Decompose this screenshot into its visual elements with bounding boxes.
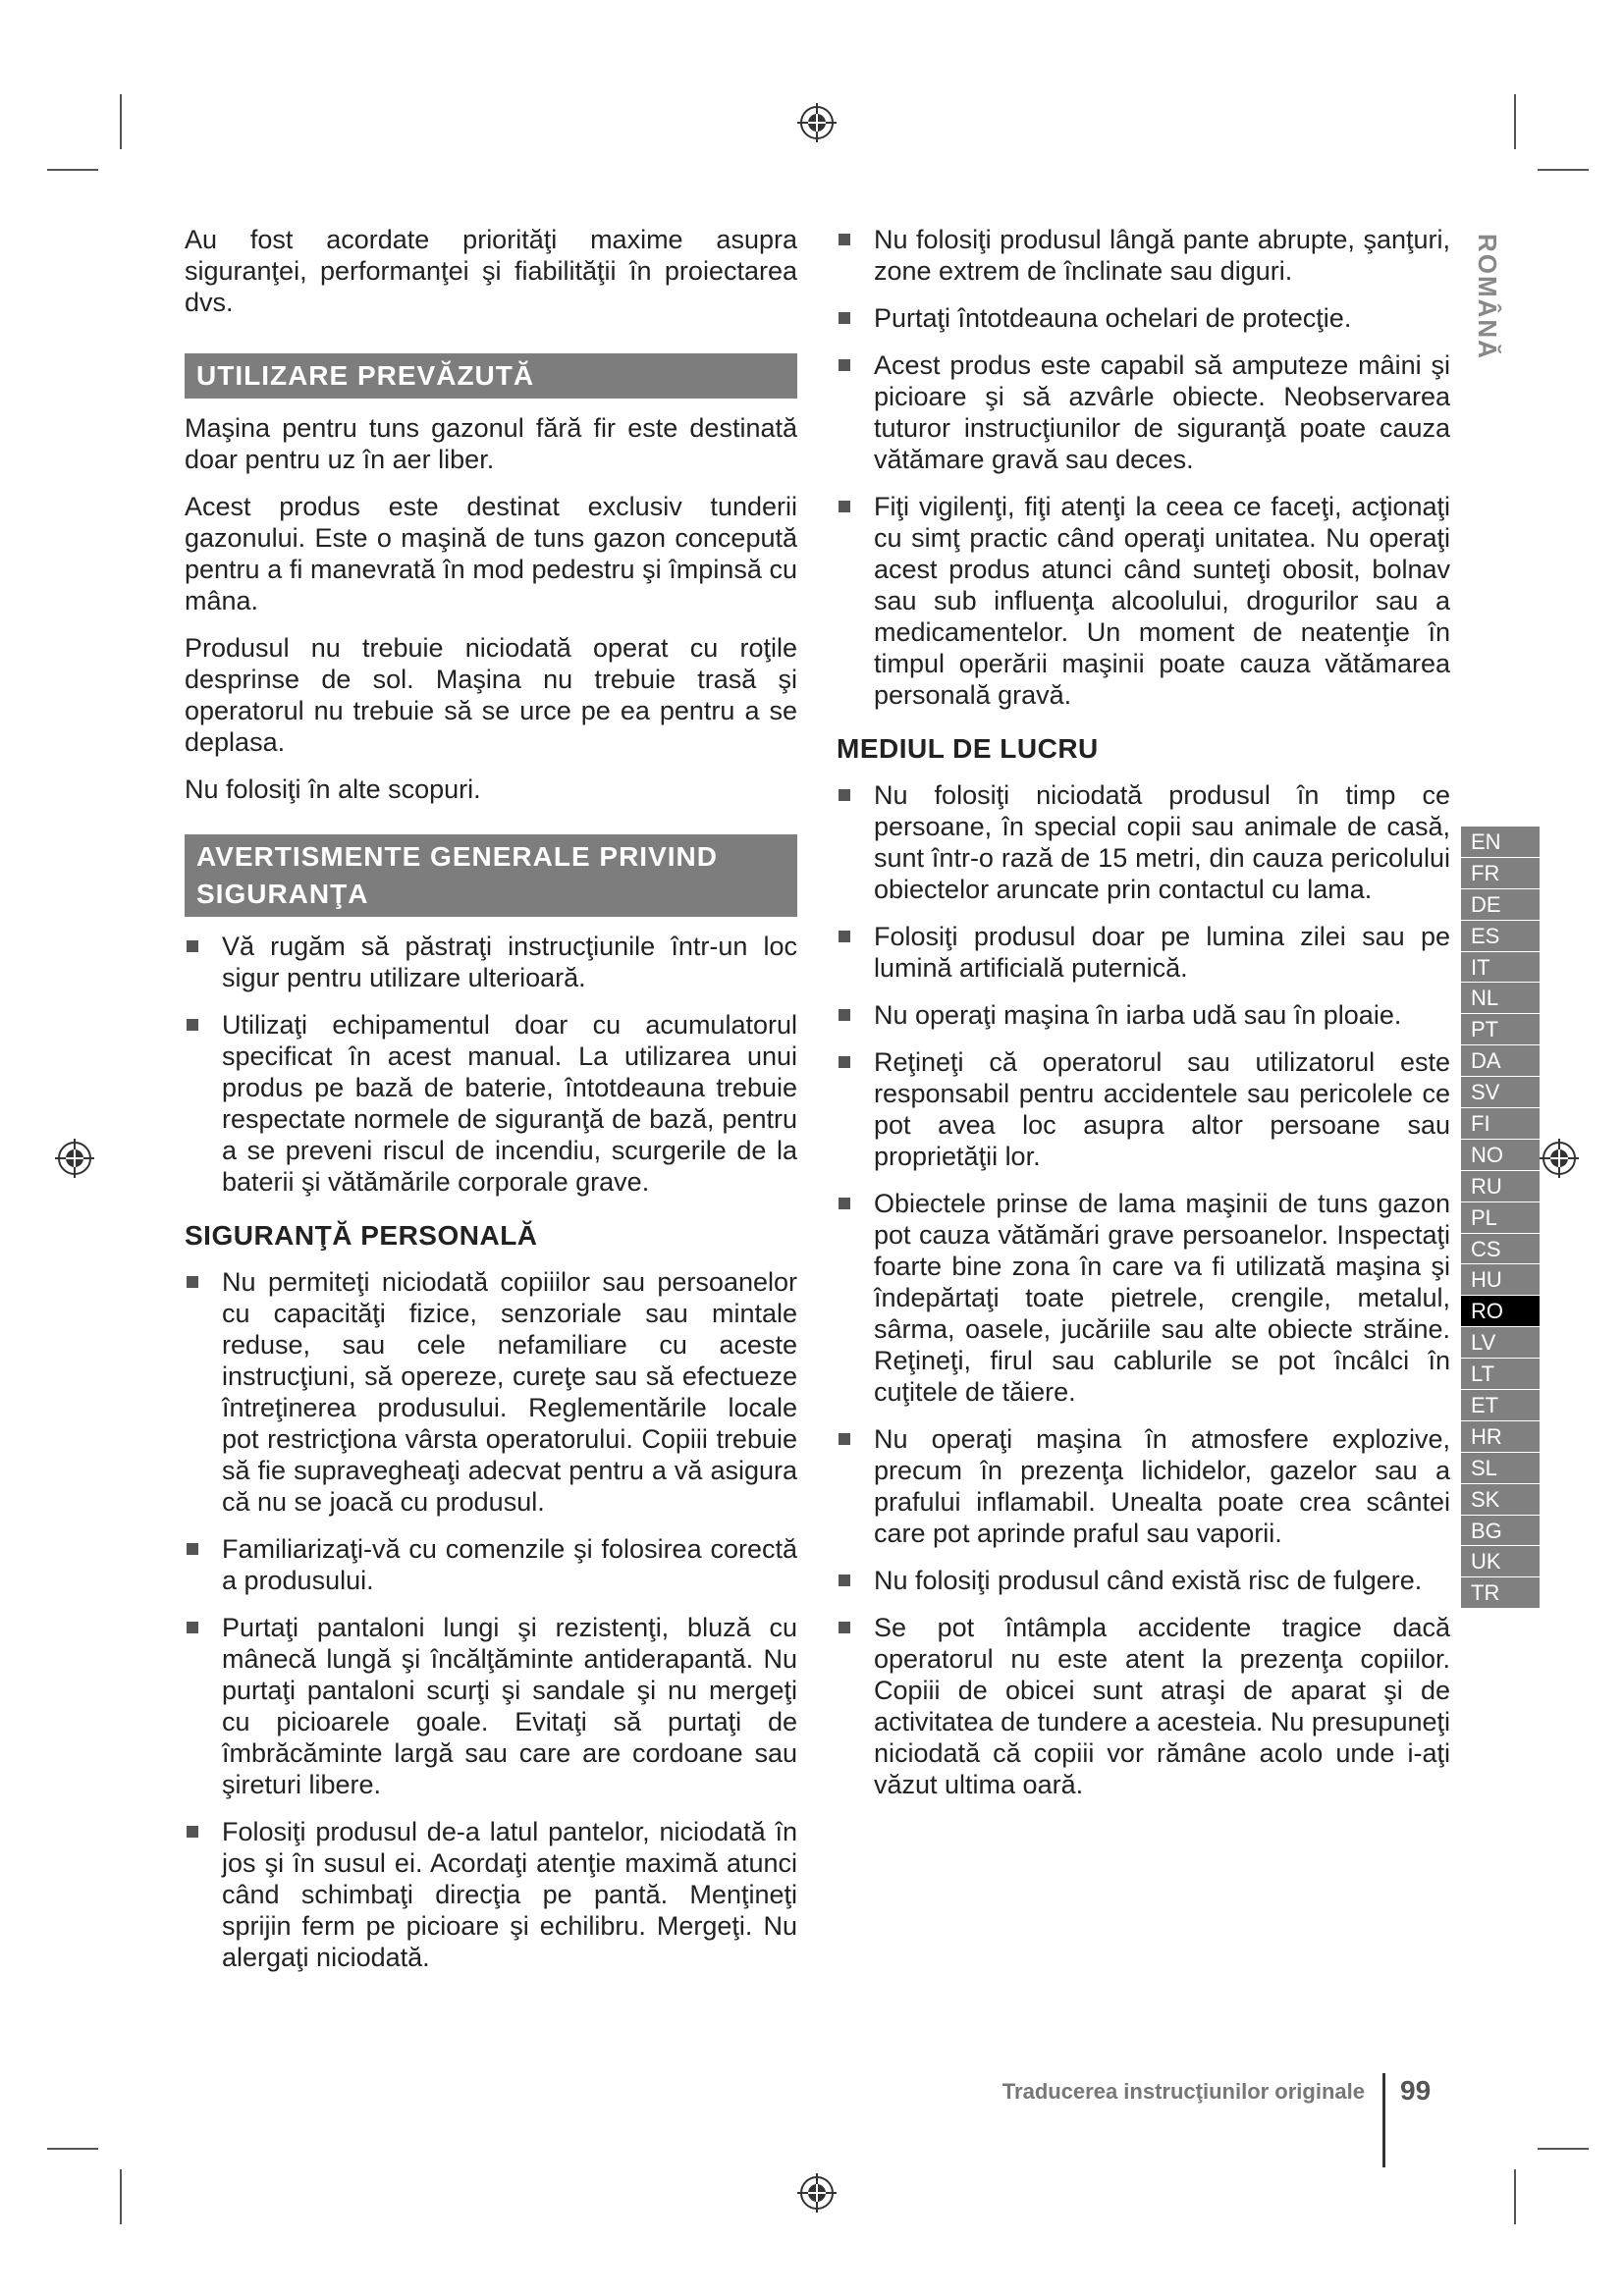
crop-mark <box>47 169 98 171</box>
list-item <box>837 224 1450 287</box>
list-item <box>837 1188 1450 1408</box>
language-tab-pl[interactable] <box>1461 1202 1540 1234</box>
list-item-text: Folosiţi produsul doar pe lumina zilei sau pe lumină artificială puternică. <box>874 922 1450 983</box>
language-tab-label: RU <box>1471 1173 1502 1199</box>
language-tab-lt[interactable] <box>1461 1359 1540 1390</box>
bullet-square-icon <box>839 931 850 942</box>
paragraph: Maşina pentru tuns gazonul fără fir este destinată doar pentru uz în aer liber. <box>185 413 797 474</box>
crop-mark <box>120 2169 122 2224</box>
language-tab-strip <box>1461 827 1540 1609</box>
language-tab-label: IT <box>1471 954 1490 980</box>
list-item-text: Se pot întâmpla accidente tragice dacă operatorul nu este atent la prezenţa copiilor. Copiii de obicei sunt atraşi de aparat şi de activitatea de tundere a acesteia. Nu presupuneţi niciodată că copiii vor rămâne acolo unde i-aţi văzut ultima oară. <box>874 1613 1450 1799</box>
bullet-square-icon <box>187 1543 198 1555</box>
language-tab-es[interactable] <box>1461 921 1540 952</box>
bullet-square-icon <box>839 1198 850 1209</box>
language-tab-tr[interactable] <box>1461 1577 1540 1609</box>
language-tab-ro[interactable] <box>1461 1296 1540 1327</box>
footer-caption: Traducerea instrucţiunilor originale <box>1001 2079 1365 2104</box>
bullet-square-icon <box>839 1009 850 1021</box>
language-tab-label: FR <box>1471 860 1500 885</box>
language-tab-label: EN <box>1471 829 1501 854</box>
language-tab-fi[interactable] <box>1461 1108 1540 1140</box>
list-item-text: Purtaţi întotdeauna ochelari de protecţie. <box>874 303 1352 333</box>
bullet-square-icon <box>839 1575 850 1586</box>
list-item <box>837 1565 1450 1596</box>
footer-divider <box>1382 2073 1385 2167</box>
side-language-label <box>1473 234 1508 371</box>
language-tab-label: NL <box>1471 986 1499 1011</box>
language-tab-label: SV <box>1471 1080 1500 1105</box>
page-number: 99 <box>1400 2075 1432 2106</box>
language-tab-hr[interactable] <box>1461 1421 1540 1453</box>
list-item-text: Nu operaţi maşina în atmosfere explozive, precum în prezenţa lichidelor, gazelor sau a prafului inflamabil. Unealta poate crea scântei care pot aprinde praful sau vaporii. <box>874 1424 1450 1548</box>
language-tab-label: SL <box>1471 1455 1497 1480</box>
list-item-text: Utilizaţi echipamentul doar cu acumulatorul specificat în acest manual. La utilizarea unui produs pe bază de baterie, întotdeauna trebuie respectate normele de siguranţă de bază, pentru a se preveni riscul de incendiu, scurgerile de la baterii şi vătămările corporale grave. <box>222 1010 797 1197</box>
paragraph: Nu folosiţi în alte scopuri. <box>185 774 481 804</box>
language-tab-label: BG <box>1471 1518 1502 1543</box>
bullet-square-icon <box>839 359 850 371</box>
bullet-square-icon <box>839 234 850 245</box>
personal-safety-list <box>185 1266 797 1973</box>
registration-mark-icon <box>795 101 839 144</box>
bullet-square-icon <box>839 312 850 324</box>
language-tab-label: DE <box>1471 891 1501 917</box>
section-title-line: SIGURANŢA <box>196 879 369 909</box>
language-tab-lv[interactable] <box>1461 1327 1540 1359</box>
section-title-general-safety <box>185 834 797 917</box>
language-tab-fr[interactable] <box>1461 858 1540 889</box>
list-item-text: Purtaţi pantaloni lungi şi rezistenţi, bluză cu mânecă lungă şi încălţăminte antiderapantă. Nu purtaţi pantaloni scurţi şi sandale şi nu mergeţi cu picioarele goale. Evitaţi să purtaţi de îmbrăcăminte largă sau care are cordoane sau şireturi libere. <box>222 1613 797 1799</box>
language-tab-label: RO <box>1471 1299 1503 1324</box>
language-tab-label: HU <box>1471 1267 1502 1293</box>
language-tab-label: LT <box>1471 1362 1495 1387</box>
language-tab-pt[interactable] <box>1461 1014 1540 1045</box>
language-tab-label: PL <box>1471 1204 1497 1230</box>
list-item <box>837 1423 1450 1549</box>
list-item <box>185 1533 797 1596</box>
right-column <box>837 224 1450 1816</box>
bullet-square-icon <box>187 1622 198 1633</box>
left-column <box>185 224 797 1989</box>
section-title-personal-safety: SIGURANŢĂ PERSONALĂ <box>185 1220 538 1251</box>
language-tab-hu[interactable] <box>1461 1264 1540 1296</box>
crop-mark <box>1538 2148 1589 2150</box>
language-tab-cs[interactable] <box>1461 1234 1540 1265</box>
list-item <box>837 1612 1450 1800</box>
intro-paragraph: Au fost acordate priorităţi maxime asupra siguranţei, performanţei şi fiabilităţii în proiectarea dvs. <box>185 225 797 317</box>
list-item <box>837 921 1450 984</box>
list-item <box>837 999 1450 1031</box>
section-title-line: AVERTISMENTE GENERALE PRIVIND <box>196 841 718 872</box>
side-language-text: ROMÂNĂ <box>1473 234 1502 360</box>
language-tab-it[interactable] <box>1461 952 1540 984</box>
bullet-square-icon <box>187 1826 198 1838</box>
language-tab-label: ES <box>1471 923 1500 948</box>
list-item <box>185 1266 797 1518</box>
list-item-text: Nu permiteţi niciodată copiiilor sau persoanelor cu capacităţi fizice, senzoriale sau mintale reduse, sau cele nefamiliare cu aceste instrucţiuni, să opereze, cureţe sau să efectueze întreţinerea produsului. Reglementările locale pot restricţiona vârsta operatorului. Copiii trebuie să fie supravegheaţi adecvat pentru a vă asigura că nu se joacă cu produsul. <box>222 1267 797 1517</box>
list-item-text: Nu folosiţi produsul când există risc de fulgere. <box>874 1566 1423 1595</box>
list-item-text: Obiectele prinse de lama maşinii de tuns gazon pot cauza vătămări grave persoanelor. Inspectaţi foarte bine zona în care va fi utilizată maşina şi îndepărtaţi toate pietrele, crengile, metalul, sârma, oasele, jucăriile sau alte obiecte străine. Reţineţi, firul sau cablurile se pot încâlci în cuţitele de tăiere. <box>874 1189 1450 1407</box>
list-item-text: Acest produs este capabil să amputeze mâini şi picioare şi să azvârle obiecte. Neobservarea tuturor instrucţiunilor de siguranţă poate cauza vătămare gravă sau deces. <box>874 350 1450 474</box>
language-tab-label: TR <box>1471 1580 1500 1606</box>
crop-mark <box>120 94 122 149</box>
language-tab-label: UK <box>1471 1549 1501 1575</box>
language-tab-ru[interactable] <box>1461 1171 1540 1202</box>
paragraph: Acest produs este destinat exclusiv tunderii gazonului. Este o maşină de tuns gazon concepută pentru a fi manevrată în mod pedestru şi împinsă cu mâna. <box>185 492 797 615</box>
language-tab-en[interactable] <box>1461 827 1540 858</box>
list-item-text: Folosiţi produsul de-a latul pantelor, niciodată în jos şi în susul ei. Acordaţi atenţie maximă atunci când schimbaţi direcţia pe pantă. Menţineţi sprijin ferm pe picioare şi echilibru. Mergeţi. Nu alergaţi niciodată. <box>222 1817 797 1972</box>
list-item <box>837 1046 1450 1172</box>
list-item-text: Nu folosiţi niciodată produsul în timp ce persoane, în special copii sau animale de casă, sunt într-o rază de 15 metri, din cauza pericolului obiectelor aruncate prin contactul cu lama. <box>874 780 1450 904</box>
bullet-square-icon <box>187 940 198 952</box>
list-item-text: Reţineţi că operatorul sau utilizatorul este responsabil pentru accidentele sau pericolele ce pot avea loc asupra altor persoane sau proprietăţii lor. <box>874 1047 1450 1171</box>
crop-mark <box>47 2148 98 2150</box>
list-item <box>185 1612 797 1800</box>
language-tab-label: HR <box>1471 1423 1502 1449</box>
language-tab-bg[interactable] <box>1461 1516 1540 1547</box>
crop-mark <box>1514 94 1516 149</box>
bullet-square-icon <box>839 1622 850 1633</box>
bullet-square-icon <box>839 1056 850 1068</box>
list-item-text: Fiţi vigilenţi, fiţi atenţi la ceea ce faceţi, acţionaţi cu simţ practic când operaţi unitatea. Nu operaţi acest produs atunci când sunteţi obosit, bolnav sau sub influenţa alcoolului, drogurilor sau a medicamentelor. Un moment de neatenţie în timpul operării maşinii poate cauza vătămarea personală gravă. <box>874 492 1450 710</box>
list-item <box>837 491 1450 711</box>
bullet-square-icon <box>839 1433 850 1445</box>
paragraph: Produsul nu trebuie niciodată operat cu roţile desprinse de sol. Maşina nu trebuie trasă şi operatorul nu trebuie să se urce pe ea pentru a se deplasa. <box>185 633 797 757</box>
bullet-square-icon <box>839 501 850 512</box>
crop-mark <box>1514 2169 1516 2224</box>
list-item <box>185 1009 797 1198</box>
registration-mark-icon <box>53 1137 96 1180</box>
language-tab-label: FI <box>1471 1111 1490 1137</box>
language-tab-label: CS <box>1471 1236 1501 1261</box>
registration-mark-icon <box>1538 1137 1581 1180</box>
crop-mark <box>1538 169 1589 171</box>
list-item <box>185 1816 797 1973</box>
bullet-square-icon <box>839 789 850 801</box>
language-tab-label: LV <box>1471 1330 1496 1356</box>
list-item-text: Nu operaţi maşina în iarba udă sau în ploaie. <box>874 1000 1402 1030</box>
list-item <box>185 931 797 993</box>
section-title-intended-use: UTILIZARE PREVĂZUTĂ <box>185 353 797 399</box>
language-tab-uk[interactable] <box>1461 1546 1540 1577</box>
safety-list-continued <box>837 224 1450 711</box>
list-item <box>837 779 1450 905</box>
list-item <box>837 349 1450 475</box>
language-tab-sl[interactable] <box>1461 1453 1540 1484</box>
language-tab-label: PT <box>1471 1017 1499 1042</box>
registration-mark-icon <box>795 2171 839 2215</box>
list-item-text: Familiarizaţi-vă cu comenzile şi folosirea corectă a produsului. <box>222 1534 797 1595</box>
general-safety-list <box>185 931 797 1198</box>
language-tab-no[interactable] <box>1461 1140 1540 1171</box>
language-tab-da[interactable] <box>1461 1045 1540 1077</box>
bullet-square-icon <box>187 1276 198 1288</box>
language-tab-label: DA <box>1471 1048 1501 1074</box>
language-tab-sk[interactable] <box>1461 1484 1540 1516</box>
list-item-text: Vă rugăm să păstraţi instrucţiunile într-un loc sigur pentru utilizare ulterioară. <box>222 932 797 992</box>
language-tab-de[interactable] <box>1461 889 1540 921</box>
language-tab-sv[interactable] <box>1461 1077 1540 1108</box>
list-item-text: Nu folosiţi produsul lângă pante abrupte, şanţuri, zone extrem de înclinate sau diguri. <box>874 225 1450 286</box>
section-title-work-environment: MEDIUL DE LUCRU <box>837 733 1099 764</box>
work-environment-list <box>837 779 1450 1800</box>
list-item <box>837 302 1450 334</box>
bullet-square-icon <box>187 1019 198 1031</box>
language-tab-label: SK <box>1471 1486 1500 1512</box>
language-tab-nl[interactable] <box>1461 983 1540 1014</box>
language-tab-label: ET <box>1471 1393 1499 1418</box>
language-tab-label: NO <box>1471 1142 1503 1167</box>
language-tab-et[interactable] <box>1461 1390 1540 1421</box>
